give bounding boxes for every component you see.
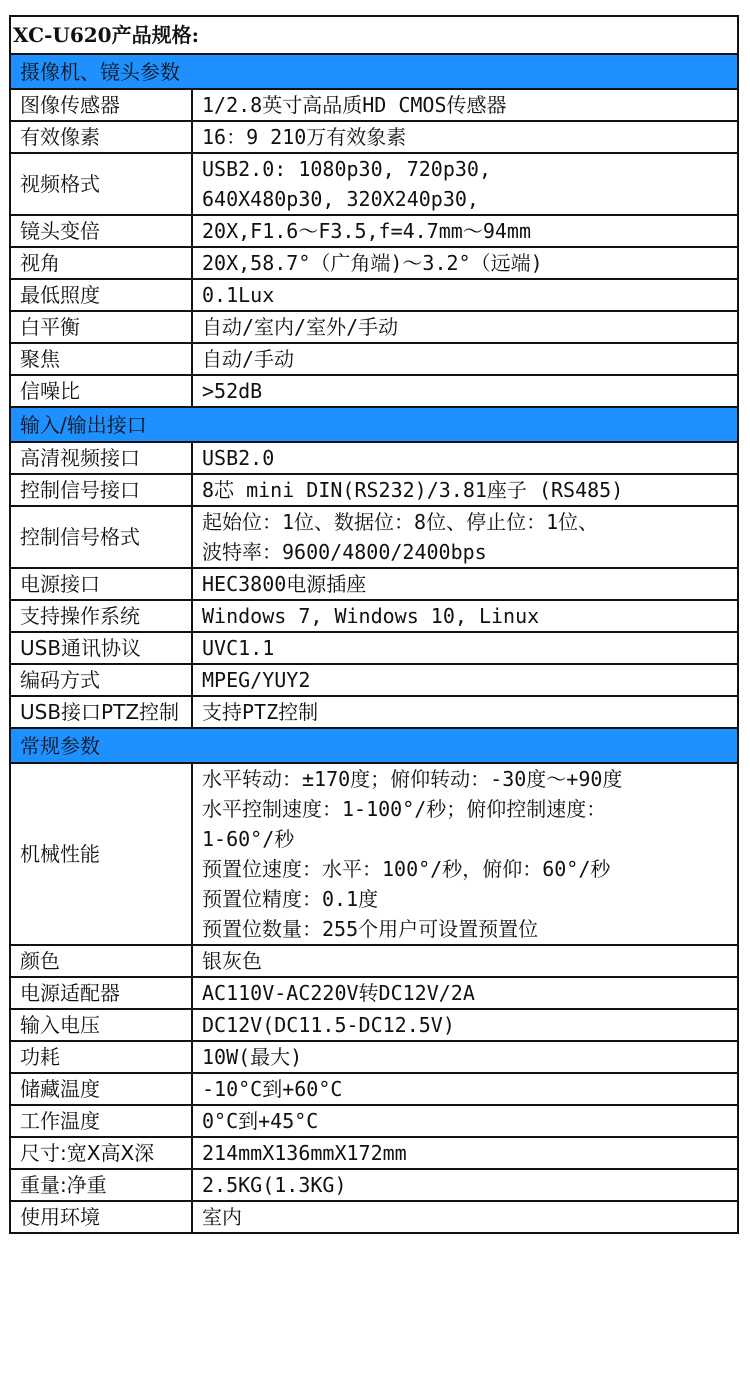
spec-row bbox=[10, 632, 738, 664]
spec-value bbox=[192, 375, 738, 407]
spec-value-line: HEC3800电源插座 bbox=[202, 572, 367, 596]
spec-label: 支持操作系统 bbox=[10, 600, 192, 632]
spec-value-line: 20X,58.7°（广角端)～3.2°（远端) bbox=[202, 251, 543, 275]
spec-value bbox=[192, 279, 738, 311]
spec-value-line: 10W(最大) bbox=[202, 1045, 303, 1069]
spec-value bbox=[192, 1137, 738, 1169]
spec-value-line: 起始位：1位、数据位：8位、停止位：1位、 bbox=[202, 510, 599, 534]
spec-label: USB通讯协议 bbox=[10, 632, 192, 664]
spec-value bbox=[192, 600, 738, 632]
spec-value-line: 银灰色 bbox=[202, 949, 262, 973]
spec-value bbox=[192, 568, 738, 600]
section-heading: 常规参数 bbox=[10, 728, 738, 763]
spec-row bbox=[10, 1009, 738, 1041]
spec-label: 视频格式 bbox=[10, 153, 192, 215]
section-header-row bbox=[10, 54, 738, 89]
spec-label: 使用环境 bbox=[10, 1201, 192, 1233]
spec-value-line: MPEG/YUY2 bbox=[202, 668, 311, 692]
spec-value-line: 预置位精度：0.1度 bbox=[202, 887, 379, 911]
section-heading: 输入/输出接口 bbox=[10, 407, 738, 442]
spec-value-line: USB2.0 bbox=[202, 446, 275, 470]
spec-value bbox=[192, 696, 738, 728]
spec-row bbox=[10, 763, 738, 945]
spec-label: 颜色 bbox=[10, 945, 192, 977]
spec-value-line: 1/2.8英寸高品质HD CMOS传感器 bbox=[202, 93, 507, 117]
spec-value bbox=[192, 632, 738, 664]
spec-table-body bbox=[10, 16, 738, 1233]
spec-row bbox=[10, 442, 738, 474]
spec-row bbox=[10, 375, 738, 407]
spec-value bbox=[192, 121, 738, 153]
spec-row bbox=[10, 600, 738, 632]
spec-label: 聚焦 bbox=[10, 343, 192, 375]
spec-value bbox=[192, 1169, 738, 1201]
spec-value-line: -10°C到+60°C bbox=[202, 1077, 343, 1101]
spec-label: 图像传感器 bbox=[10, 89, 192, 121]
spec-value bbox=[192, 442, 738, 474]
spec-value-line: 1-60°/秒 bbox=[202, 827, 295, 851]
section-header-row bbox=[10, 728, 738, 763]
spec-label: USB接口PTZ控制 bbox=[10, 696, 192, 728]
spec-value-line: 214mmX136mmX172mm bbox=[202, 1141, 407, 1165]
spec-label: 编码方式 bbox=[10, 664, 192, 696]
spec-value-line: 预置位数量：255个用户可设置预置位 bbox=[202, 917, 539, 941]
spec-row bbox=[10, 1105, 738, 1137]
spec-table bbox=[9, 15, 739, 1234]
spec-value-line: >52dB bbox=[202, 379, 263, 403]
spec-label: 储藏温度 bbox=[10, 1073, 192, 1105]
spec-value bbox=[192, 215, 738, 247]
spec-row bbox=[10, 977, 738, 1009]
section-header-row bbox=[10, 407, 738, 442]
spec-value-line: Windows 7, Windows 10, Linux bbox=[202, 604, 540, 628]
spec-value-line: 波特率：9600/4800/2400bps bbox=[202, 540, 487, 564]
spec-value bbox=[192, 89, 738, 121]
spec-label: 重量:净重 bbox=[10, 1169, 192, 1201]
spec-title: XC-U620产品规格: bbox=[10, 16, 738, 54]
spec-value bbox=[192, 343, 738, 375]
spec-row bbox=[10, 89, 738, 121]
spec-value bbox=[192, 945, 738, 977]
spec-row bbox=[10, 1041, 738, 1073]
spec-value-line: 2.5KG(1.3KG) bbox=[202, 1173, 347, 1197]
spec-value bbox=[192, 474, 738, 506]
spec-value bbox=[192, 977, 738, 1009]
spec-row bbox=[10, 343, 738, 375]
spec-value-line: 支持PTZ控制 bbox=[202, 700, 319, 724]
spec-row bbox=[10, 945, 738, 977]
spec-row bbox=[10, 121, 738, 153]
spec-row bbox=[10, 1073, 738, 1105]
spec-label: 机械性能 bbox=[10, 763, 192, 945]
spec-value-line: 0°C到+45°C bbox=[202, 1109, 319, 1133]
spec-value-line: 自动/室内/室外/手动 bbox=[202, 315, 399, 339]
spec-row bbox=[10, 247, 738, 279]
spec-value-line: AC110V-AC220V转DC12V/2A bbox=[202, 981, 475, 1005]
spec-row bbox=[10, 215, 738, 247]
spec-value bbox=[192, 506, 738, 568]
spec-value bbox=[192, 763, 738, 945]
spec-value bbox=[192, 247, 738, 279]
spec-value-line: UVC1.1 bbox=[202, 636, 275, 660]
spec-value-line: USB2.0: 1080p30, 720p30, bbox=[202, 157, 491, 181]
spec-value-line: 预置位速度：水平：100°/秒，俯仰：60°/秒 bbox=[202, 857, 611, 881]
spec-label: 控制信号接口 bbox=[10, 474, 192, 506]
spec-label: 电源适配器 bbox=[10, 977, 192, 1009]
spec-label: 尺寸:宽X高X深 bbox=[10, 1137, 192, 1169]
spec-value-line: 水平转动：±170度；俯仰转动：-30度～+90度 bbox=[202, 767, 623, 791]
spec-value-line: 20X,F1.6～F3.5,f=4.7mm～94mm bbox=[202, 219, 531, 243]
spec-row bbox=[10, 279, 738, 311]
spec-value-line: 16：9 210万有效象素 bbox=[202, 125, 407, 149]
spec-row bbox=[10, 696, 738, 728]
spec-label: 镜头变倍 bbox=[10, 215, 192, 247]
spec-value bbox=[192, 664, 738, 696]
spec-value-line: 水平控制速度：1-100°/秒；俯仰控制速度： bbox=[202, 797, 607, 821]
spec-label: 功耗 bbox=[10, 1041, 192, 1073]
spec-label: 工作温度 bbox=[10, 1105, 192, 1137]
spec-value-line: 室内 bbox=[202, 1205, 242, 1229]
spec-value bbox=[192, 311, 738, 343]
spec-row bbox=[10, 506, 738, 568]
spec-label: 白平衡 bbox=[10, 311, 192, 343]
spec-label: 有效像素 bbox=[10, 121, 192, 153]
spec-value bbox=[192, 1041, 738, 1073]
spec-row bbox=[10, 1137, 738, 1169]
spec-value-line: 640X480p30, 320X240p30, bbox=[202, 187, 479, 211]
spec-label: 最低照度 bbox=[10, 279, 192, 311]
title-row bbox=[10, 16, 738, 54]
spec-value bbox=[192, 1201, 738, 1233]
spec-label: 信噪比 bbox=[10, 375, 192, 407]
spec-value bbox=[192, 1105, 738, 1137]
spec-label: 输入电压 bbox=[10, 1009, 192, 1041]
spec-value-line: 8芯 mini DIN(RS232)/3.81座子 (RS485) bbox=[202, 478, 624, 502]
spec-row bbox=[10, 474, 738, 506]
spec-row bbox=[10, 568, 738, 600]
spec-label: 电源接口 bbox=[10, 568, 192, 600]
spec-value-line: DC12V(DC11.5-DC12.5V) bbox=[202, 1013, 455, 1037]
spec-row bbox=[10, 1169, 738, 1201]
section-heading: 摄像机、镜头参数 bbox=[10, 54, 738, 89]
spec-value-line: 0.1Lux bbox=[202, 283, 275, 307]
spec-value bbox=[192, 1009, 738, 1041]
spec-value-line: 自动/手动 bbox=[202, 347, 295, 371]
spec-row bbox=[10, 1201, 738, 1233]
spec-label: 控制信号格式 bbox=[10, 506, 192, 568]
spec-label: 视角 bbox=[10, 247, 192, 279]
spec-value bbox=[192, 153, 738, 215]
spec-row bbox=[10, 664, 738, 696]
spec-value bbox=[192, 1073, 738, 1105]
spec-row bbox=[10, 311, 738, 343]
spec-label: 高清视频接口 bbox=[10, 442, 192, 474]
spec-row bbox=[10, 153, 738, 215]
